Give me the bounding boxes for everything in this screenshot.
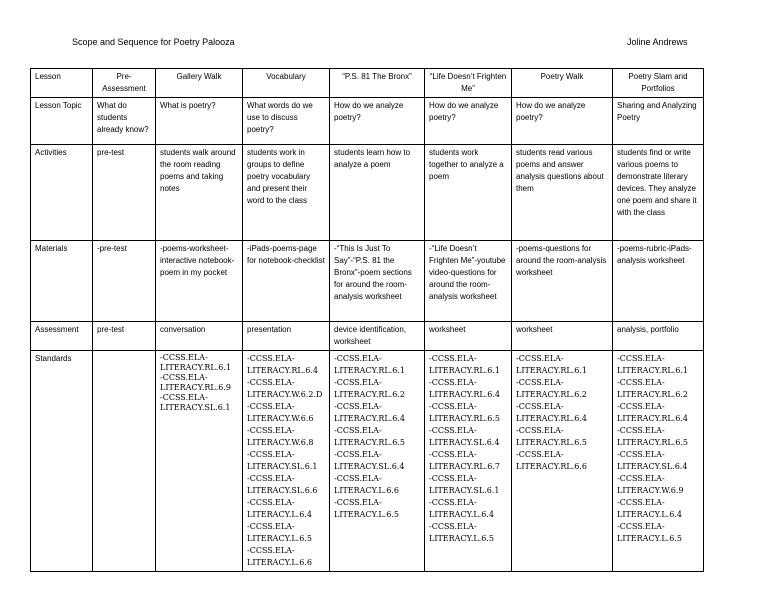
column-header: Poetry Slam and Portfolios [613, 69, 704, 98]
cell-line: -CCSS.ELA-LITERACY.RL.6.1 [160, 353, 231, 372]
cell-line: -analysis worksheet [617, 244, 692, 265]
table-cell: students walk around the room reading poems and taking notes [156, 145, 243, 241]
cell-line: -CCSS.ELA-LITERACY.L.6.6 [247, 546, 312, 567]
cell-line: -CCSS.ELA-LITERACY.SL.6.4 [334, 450, 405, 471]
cell-line: -analysis worksheet [516, 256, 607, 277]
cell-line: -poem in my pocket [160, 256, 235, 277]
column-header: Gallery Walk [156, 69, 243, 98]
cell-line: -CCSS.ELA-LITERACY.RL.6.2 [516, 378, 587, 399]
cell-line: -analysis worksheet [429, 280, 497, 301]
cell-line: -CCSS.ELA-LITERACY.SL.6.1 [429, 474, 500, 495]
cell-line: -CCSS.ELA-LITERACY.RL.6.2 [334, 378, 405, 399]
cell-line: -CCSS.ELA-LITERACY.L.6.5 [247, 522, 312, 543]
table-cell: conversation [156, 322, 243, 351]
cell-line: -CCSS.ELA-LITERACY.RL.6.4 [617, 402, 688, 423]
table-cell: students find or write various poems to demonstrate literary devices. They analyze one poem and share it with the class [613, 145, 704, 241]
cell-line: -poems [516, 244, 543, 253]
table-cell: students read various poems and answer analysis questions about them [512, 145, 613, 241]
cell-line: -CCSS.ELA-LITERACY.RL.6.4 [334, 402, 405, 423]
cell-line: -analysis worksheet [334, 280, 407, 301]
standards-cell [243, 351, 330, 572]
cell-line: -poem sections for around the room [334, 268, 412, 289]
table-cell: What is poetry? [156, 98, 243, 145]
cell-line: -questions for around the room [516, 244, 592, 265]
table-cell: students learn how to analyze a poem [330, 145, 425, 241]
cell-line: -youtube video [429, 256, 506, 277]
column-header: Lesson [31, 69, 93, 98]
cell-line: -CCSS.ELA-LITERACY.RL.6.5 [516, 426, 587, 447]
cell-line: -CCSS.ELA-LITERACY.L.6.5 [617, 522, 682, 543]
cell-line: -CCSS.ELA-LITERACY.W.6.2.D [247, 378, 323, 399]
table-cell: device identification, worksheet [330, 322, 425, 351]
table-cell: pre-test [93, 145, 156, 241]
cell-line: -CCSS.ELA-LITERACY.W.6.6 [247, 402, 314, 423]
cell-line: -CCSS.ELA-LITERACY.RL.6.5 [429, 402, 500, 423]
header-row [31, 69, 704, 98]
standards-cell [425, 351, 512, 572]
cell-line: -CCSS.ELA-LITERACY.RL.6.4 [429, 378, 500, 399]
cell-line: -questions for around the room [429, 268, 497, 289]
table-cell: students work in groups to define poetry vocabulary and present their word to the class [243, 145, 330, 241]
table-cell: Sharing and Analyzing Poetry [613, 98, 704, 145]
cell-line: -CCSS.ELA-LITERACY.RL.6.5 [334, 426, 405, 447]
standards-cell [330, 351, 425, 572]
row-label: Standards [31, 351, 93, 572]
table-cell: students work together to analyze a poem [425, 145, 512, 241]
scope-sequence-table [30, 68, 704, 572]
table-cell: What do students already know? [93, 98, 156, 145]
row-label: Assessment [31, 322, 93, 351]
cell-line: -CCSS.ELA-LITERACY.SL.6.4 [617, 450, 688, 471]
row-label: Lesson Topic [31, 98, 93, 145]
cell-line: -CCSS.ELA-LITERACY.RL.6.4 [516, 402, 587, 423]
standards-cell [93, 351, 156, 572]
cell-line: -CCSS.ELA-LITERACY.SL.6.1 [160, 393, 231, 412]
column-header: Vocabulary [243, 69, 330, 98]
standards-cell [156, 351, 243, 572]
cell-line: -poems [617, 244, 644, 253]
table-cell: How do we analyze poetry? [512, 98, 613, 145]
cell-line: -CCSS.ELA-LITERACY.L.6.5 [429, 522, 494, 543]
table-row [31, 351, 704, 572]
cell-line: -“This Is Just To Say” [334, 244, 391, 265]
cell-line: -rubric [643, 244, 667, 253]
cell-line: -CCSS.ELA-LITERACY.RL.6.1 [516, 354, 587, 375]
table-row [31, 322, 704, 351]
materials-cell [425, 241, 512, 322]
document-title: Scope and Sequence for Poetry Palooza [72, 37, 235, 47]
column-header: “P.S. 81 The Bronx” [330, 69, 425, 98]
cell-line: -CCSS.ELA-LITERACY.RL.6.1 [334, 354, 405, 375]
cell-line: -interactive notebook [160, 244, 232, 265]
cell-line: -CCSS.ELA-LITERACY.L.6.4 [429, 498, 494, 519]
table-cell: What words do we use to discuss poetry? [243, 98, 330, 145]
materials-cell [512, 241, 613, 322]
cell-line: -CCSS.ELA-LITERACY.SL.6.4 [429, 426, 500, 447]
cell-line: -page for notebook [247, 244, 317, 265]
cell-line: -CCSS.ELA-LITERACY.W.6.9 [617, 474, 684, 495]
column-header: “Life Doesn’t Frighten Me” [425, 69, 512, 98]
cell-line: -CCSS.ELA-LITERACY.L.6.4 [247, 498, 312, 519]
standards-cell [512, 351, 613, 572]
cell-line: -CCSS.ELA-LITERACY.L.6.5 [334, 498, 399, 519]
materials-cell [243, 241, 330, 322]
table-cell: pre-test [93, 322, 156, 351]
cell-line: -iPads [666, 244, 690, 253]
cell-line: -CCSS.ELA-LITERACY.SL.6.6 [247, 474, 318, 495]
cell-line: -CCSS.ELA-LITERACY.RL.6.7 [429, 450, 500, 471]
cell-line: -CCSS.ELA-LITERACY.RL.6.4 [247, 354, 318, 375]
author-name: Joline Andrews [627, 37, 688, 47]
column-header: Poetry Walk [512, 69, 613, 98]
row-label: Materials [31, 241, 93, 322]
cell-line: -iPads [247, 244, 270, 253]
row-label: Activities [31, 145, 93, 241]
cell-line: -poems [269, 244, 297, 253]
cell-line: -worksheet [186, 244, 226, 253]
table-cell: How do we analyze poetry? [425, 98, 512, 145]
cell-line: -checklist [291, 256, 325, 265]
materials-cell [156, 241, 243, 322]
table-cell: worksheet [425, 322, 512, 351]
cell-line: -poems [160, 244, 187, 253]
cell-line: -CCSS.ELA-LITERACY.W.6.8 [247, 426, 314, 447]
table-row [31, 145, 704, 241]
cell-line: -CCSS.ELA-LITERACY.L.6.6 [334, 474, 399, 495]
cell-line: -pre-test [97, 244, 127, 253]
cell-line: -CCSS.ELA-LITERACY.SL.6.1 [247, 450, 318, 471]
cell-line: -CCSS.ELA-LITERACY.RL.6.5 [617, 426, 688, 447]
column-header: Pre-Assessment [93, 69, 156, 98]
cell-line: -“Life Doesn’t Frighten Me” [429, 244, 477, 265]
standards-cell [613, 351, 704, 572]
cell-line: -CCSS.ELA-LITERACY.RL.6.2 [617, 378, 688, 399]
table-cell: How do we analyze poetry? [330, 98, 425, 145]
table-cell: worksheet [512, 322, 613, 351]
materials-cell [613, 241, 704, 322]
materials-cell [93, 241, 156, 322]
cell-line: -“P.S. 81 the Bronx” [334, 256, 395, 277]
table-cell: presentation [243, 322, 330, 351]
cell-line: -CCSS.ELA-LITERACY.RL.6.1 [617, 354, 688, 375]
materials-cell [330, 241, 425, 322]
cell-line: -CCSS.ELA-LITERACY.RL.6.9 [160, 373, 231, 392]
table-row [31, 241, 704, 322]
cell-line: -CCSS.ELA-LITERACY.RL.6.6 [516, 450, 587, 471]
cell-line: -CCSS.ELA-LITERACY.RL.6.1 [429, 354, 500, 375]
cell-line: -CCSS.ELA-LITERACY.L.6.4 [617, 498, 682, 519]
table-cell: analysis, portfolio [613, 322, 704, 351]
table-row [31, 98, 704, 145]
